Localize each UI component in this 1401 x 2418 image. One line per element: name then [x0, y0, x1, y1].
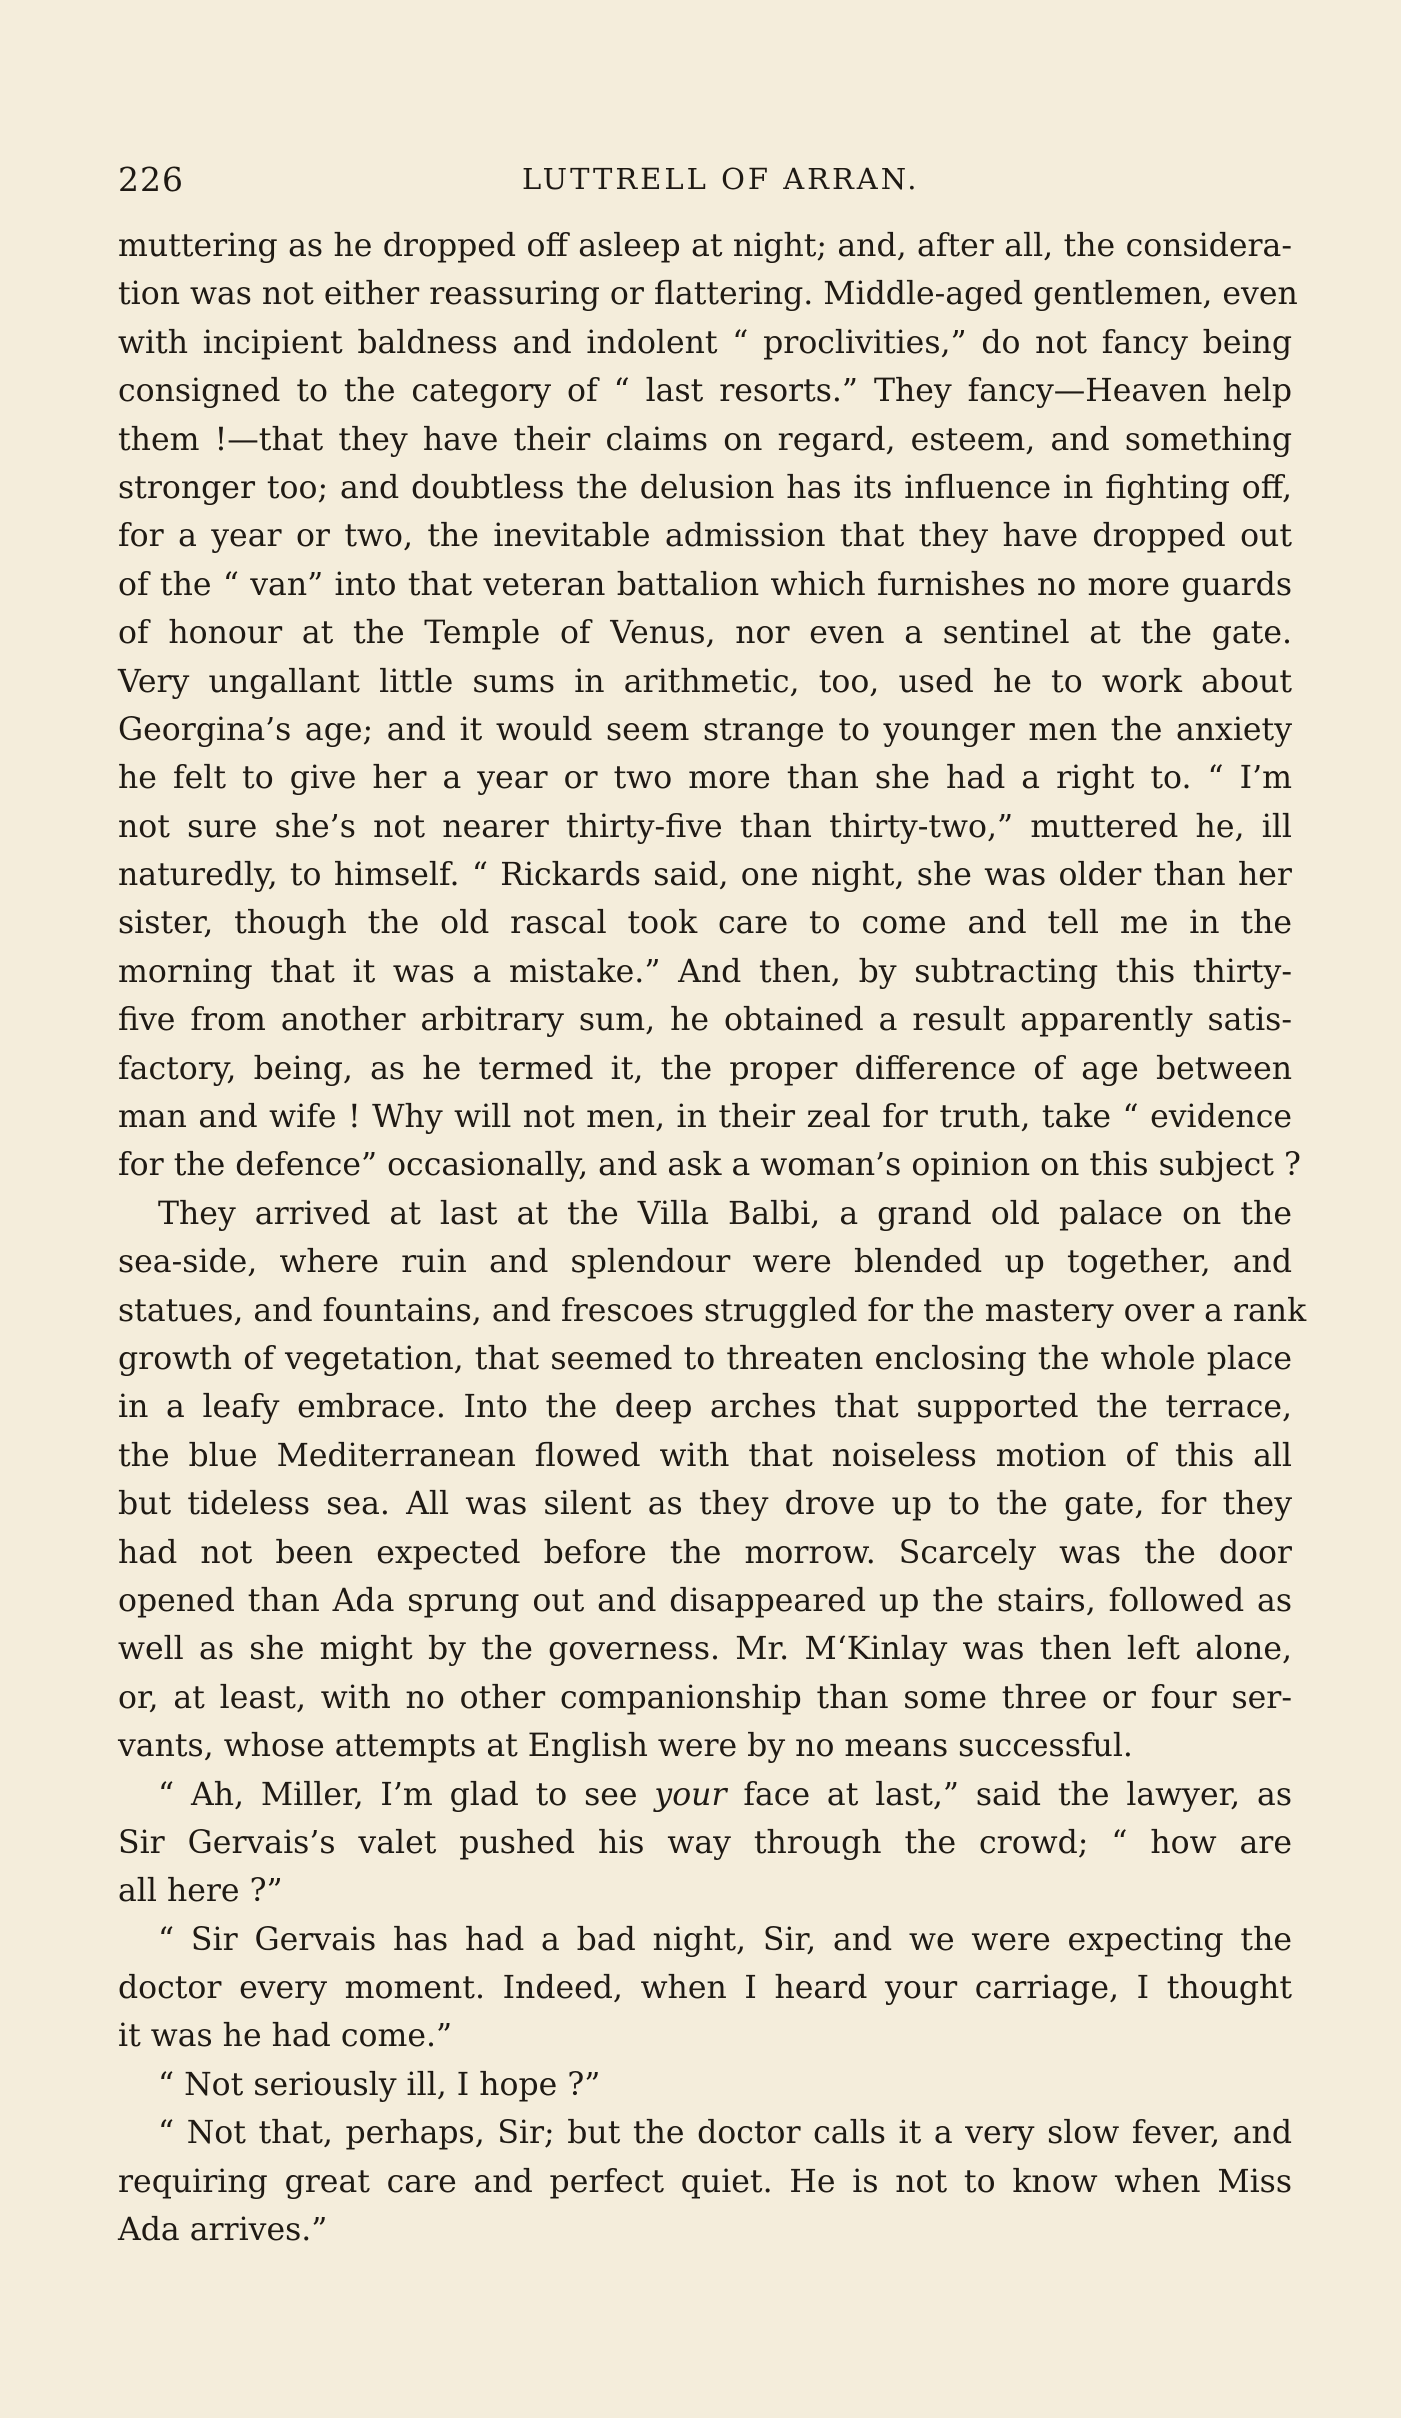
text-line: had not been expected before the morrow. Scarcely was the door [118, 1534, 1292, 1571]
running-head: LUTTRELL OF ARRAN. [522, 162, 920, 196]
text-line: five from another arbitrary sum, he obtained a result apparently satis- [118, 1002, 1292, 1039]
text-line: all here ?” [118, 1873, 283, 1910]
text-line: “ Not seriously ill, I hope ?” [158, 2066, 601, 2103]
text-line: naturedly, to himself. “ Rickards said, one night, she was older than her [118, 857, 1292, 894]
text-line: not sure she’s not nearer thirty-five than thirty-two,” muttered he, ill [118, 808, 1292, 845]
text-line: Ada arrives.” [118, 2212, 328, 2249]
text-line: them !—that they have their claims on regard, esteem, and something [118, 421, 1292, 458]
text-line: growth of vegetation, that seemed to threaten enclosing the whole place [118, 1340, 1292, 1377]
text-line: the blue Mediterranean flowed with that noiseless motion of this all [118, 1437, 1292, 1474]
text-line: sea-side, where ruin and splendour were blended up together, and [118, 1244, 1292, 1281]
text-line: for the defence” occasionally, and ask a woman’s opinion on this subject ? [118, 1147, 1301, 1184]
italic-word: your [654, 1776, 727, 1813]
text-line: morning that it was a mistake.” And then, by subtracting this thirty- [118, 953, 1292, 990]
text-line: but tideless sea. All was silent as they drove up to the gate, for they [118, 1486, 1292, 1523]
text-line: for a year or two, the inevitable admission that they have dropped out [118, 518, 1292, 555]
text-line: Sir Gervais’s valet pushed his way through the crowd; “ how are [118, 1824, 1292, 1861]
text-line: stronger too; and doubtless the delusion has its influence in fighting off, [118, 469, 1292, 506]
text-line: “ Not that, perhaps, Sir; but the doctor calls it a very slow fever, and [158, 2115, 1292, 2152]
text-line: doctor every moment. Indeed, when I heard your carriage, I thought [118, 1970, 1292, 2007]
text-line: he felt to give her a year or two more than she had a right to. “ I’m [118, 760, 1292, 797]
text-line: muttering as he dropped off asleep at night; and, after all, the considera- [118, 228, 1292, 264]
text-line: Very ungallant little sums in arithmetic, too, used he to work about [118, 663, 1292, 700]
text-line: “ Ah, Miller, I’m glad to see your face at last,” said the lawyer, as [158, 1776, 1292, 1813]
text-line: Georgina’s age; and it would seem strange to younger men the anxiety [118, 711, 1292, 748]
text-line: They arrived at last at the Villa Balbi, a grand old palace on the [158, 1195, 1292, 1232]
text-line: requiring great care and perfect quiet. He is not to know when Miss [118, 2163, 1292, 2200]
text-line: it was he had come.” [118, 2018, 453, 2055]
text-line: of the “ van” into that veteran battalion which furnishes no more guards [118, 566, 1292, 603]
page-number: 226 [118, 160, 184, 199]
page-header [118, 160, 1298, 210]
text-line: man and wife ! Why will not men, in their zeal for truth, take “ evidence [118, 1099, 1292, 1136]
text-line: in a leafy embrace. Into the deep arches that supported the terrace, [118, 1389, 1292, 1426]
text-line: with incipient baldness and indolent “ proclivities,” do not fancy being [118, 324, 1292, 361]
text-line: vants, whose attempts at English were by no means successful. [118, 1728, 1133, 1765]
text-line: sister, though the old rascal took care to come and tell me in the [118, 905, 1292, 942]
text-line: statues, and fountains, and frescoes struggled for the mastery over a rank [118, 1292, 1307, 1329]
text-line: factory, being, as he termed it, the proper difference of age between [118, 1050, 1292, 1087]
text-line: consigned to the category of “ last resorts.” They fancy—Heaven help [118, 373, 1292, 410]
text-line: tion was not either reassuring or flattering. Middle-aged gentlemen, even [118, 276, 1298, 313]
text-line: or, at least, with no other companionship than some three or four ser- [118, 1679, 1292, 1716]
text-line: well as she might by the governess. Mr. M‘Kinlay was then left alone, [118, 1631, 1292, 1668]
text-line: “ Sir Gervais has had a bad night, Sir, and we were expecting the [158, 1921, 1292, 1958]
text-line: of honour at the Temple of Venus, nor even a sentinel at the gate. [118, 615, 1292, 652]
body-text [118, 222, 1307, 2254]
text-line: opened than Ada sprung out and disappeared up the stairs, followed as [118, 1582, 1292, 1619]
